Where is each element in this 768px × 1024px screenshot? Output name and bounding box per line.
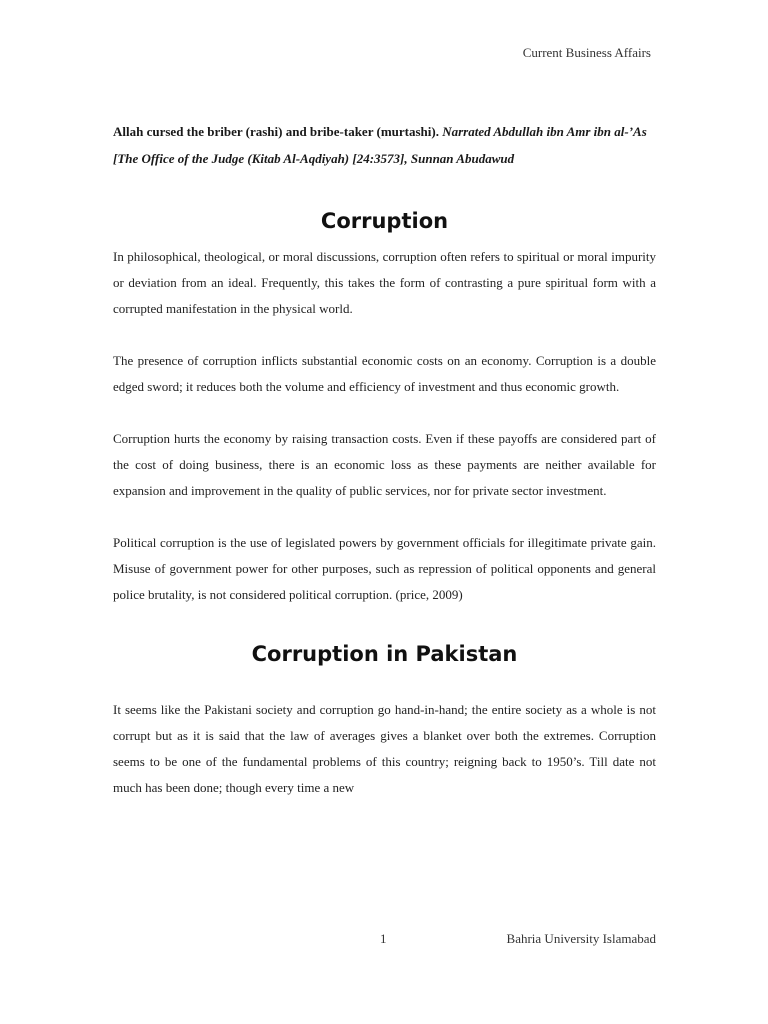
section-heading-corruption-in-pakistan: Corruption in Pakistan bbox=[251, 642, 518, 666]
paragraph: Corruption hurts the economy by raising transaction costs. Even if these payoffs are considered part of the cost of doing business, there is an economic loss as these payments are neither available for expansion and improvement in the quality of public services, nor for private sector investment. bbox=[113, 431, 656, 498]
paragraph: Political corruption is the use of legislated powers by government officials for illegitimate private gain. Misuse of government power for other purposes, such as repression of political opponents and general police brutality, is not considered political corruption. (price, 2009) bbox=[113, 535, 656, 602]
footer-institution: Bahria University Islamabad bbox=[506, 931, 656, 946]
paragraph: In philosophical, theological, or moral discussions, corruption often refers to spiritual or moral impurity or deviation from an ideal. Frequently, this takes the form of contrasting a pure spiritual form with a corrupted manifestation in the physical world. bbox=[113, 249, 656, 316]
document-body bbox=[113, 118, 656, 801]
paragraph: It seems like the Pakistani society and corruption go hand-in-hand; the entire society as a whole is not corrupt but as it is said that the law of averages gives a blanket over both the extremes. Corruption seems to be one of the fundamental problems of this country; reigning back to 1950’s. Till date not much has been done; though every time a new bbox=[113, 702, 656, 795]
section-heading-corruption: Corruption bbox=[320, 209, 449, 233]
quote-text: Allah cursed the briber (rashi) and bribe-taker (murtashi). bbox=[113, 124, 439, 139]
epigraph-quote bbox=[113, 118, 656, 172]
page-number: 1 bbox=[380, 931, 387, 946]
running-header: Current Business Affairs bbox=[522, 45, 651, 60]
paragraph: The presence of corruption inflicts substantial economic costs on an economy. Corruption is a double edged sword; it reduces both the volume and efficiency of investment and thus economic growth. bbox=[113, 353, 656, 394]
quote-citation: Narrated Abdullah ibn Amr ibn al-’As [The Office of the Judge (Kitab Al-Aqdiyah) [24:3573], Sunnan Abudawud bbox=[113, 124, 647, 166]
